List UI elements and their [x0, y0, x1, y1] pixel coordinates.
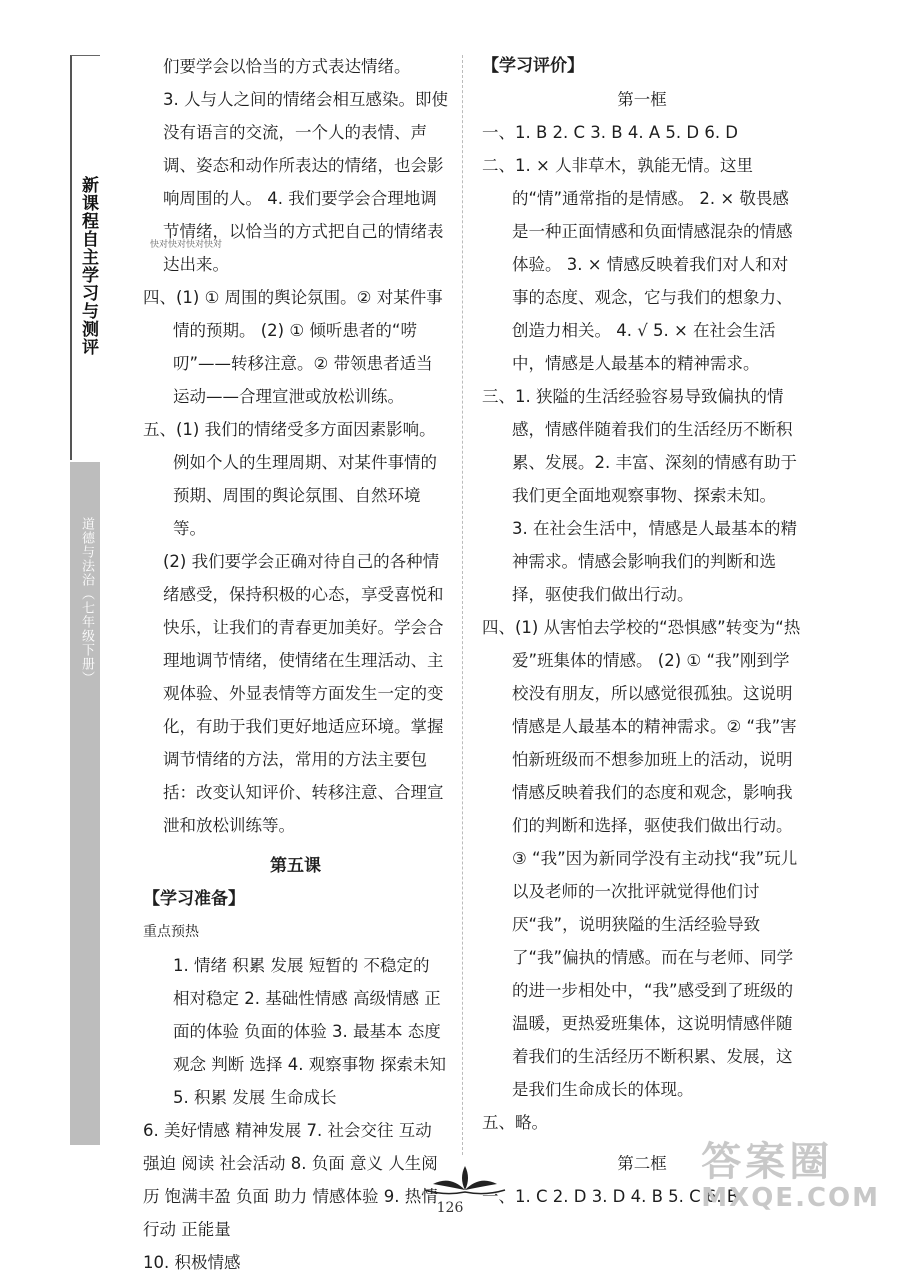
sidebar-subject-panel — [70, 462, 100, 1145]
page-number: 126 — [436, 1200, 464, 1216]
book-series-title: 新课程自主学习与测评 — [78, 176, 98, 356]
warmup-label: 重点预热 — [143, 924, 199, 940]
answer-section-2: 二、1. × 人非草木，孰能无情。这里的“情”通常指的是情感。 2. × 敬畏感是一种正面情感和负面情感混杂的情感体验。 3. × 情感反映着我们对人和对事的态度、观念，它与我们的想象力、创造力相关。 4. √ 5. × 在社会生活中，情感是人最基本的精神需求。 — [482, 156, 793, 373]
watermark-url: MXQE.COM — [701, 1183, 880, 1213]
answer-section-1: 一、1. C 2. D 3. D 4. B 5. C 6. B — [482, 1187, 739, 1206]
floral-ornament-icon — [415, 1160, 515, 1200]
left-column — [143, 50, 448, 1279]
lesson-title: 第五课 — [270, 856, 321, 876]
prep-heading: 【学习准备】 — [143, 889, 245, 909]
prep-answers: 6. 美好情感 精神发展 7. 社会交往 互动 强迫 阅读 社会活动 8. 负面 意义 人生阅历 饱满丰盈 负面 助力 情感体验 9. 热情 行动 正能量 — [143, 1121, 438, 1239]
frame-title: 第一框 — [617, 90, 667, 109]
watermark — [701, 1140, 880, 1212]
answer-text: (2) 我们要学会正确对待自己的各种情绪感受，保持积极的心态，享受喜悦和快乐，让我们的青春更加美好。学会合理地调节情绪，使情绪在生理活动、主观体验、外显表情等方面发生一定的变化，有助于我们更好地适应环境。掌握调节情绪的方法，常用的方法主要包括：改变认知评价、转移注意、合理宣泄和放松训练等。 — [163, 552, 444, 835]
answer-text: 3. 在社会生活中，情感是人最基本的精神需求。情感会影响我们的判断和选择，驱使我们做出行动。 — [512, 519, 797, 604]
book-subject-title: 道德与法治（七年级下册） — [79, 517, 94, 685]
prep-answers: 1. 情绪 积累 发展 短暂的 不稳定的 相对稳定 2. 基础性情感 高级情感 正面的体验 负面的体验 3. 最基本 态度 观念 判断 选择 4. 观察事物 探索未知 5. 积累 发展 生命成长 — [173, 956, 446, 1107]
prep-answers: 10. 积极情感 — [143, 1253, 241, 1272]
sidebar-title-panel — [70, 55, 100, 460]
watermark-logo-text: 答案圈 — [701, 1139, 834, 1185]
column-divider — [462, 55, 463, 1155]
right-column — [482, 50, 802, 1213]
answer-text: 们要学会以恰当的方式表达情绪。 — [163, 57, 411, 76]
eval-heading: 【学习评价】 — [482, 56, 584, 76]
answer-section-1: 一、1. B 2. C 3. B 4. A 5. D 6. D — [482, 123, 739, 142]
answer-section-4: 四、(1) ① 周围的舆论氛围。② 对某件事情的预期。 (2) ① 倾听患者的“唠叨”——转移注意。② 带领患者适当运动——合理宣泄或放松训练。 — [143, 288, 443, 406]
stamp-mark: 快对快对快对快对 — [150, 240, 223, 250]
answer-section-4: 四、(1) 从害怕去学校的“恐惧感”转变为“热爱”班集体的情感。 (2) ① “我”刚到学校没有朋友，所以感觉很孤独。这说明情感是人最基本的精神需求。② “我”害怕新班级而不想参加班上的活动，说明情感反映着我们的态度和观念，影响我们的判断和选择，驱使我们做出行动。③ “我”因为新同学没有主动找“我”玩儿以及老师的一次批评就觉得他们讨厌“我”，说明狭隘的生活经验导致了“我”偏执的情感。而在与老师、同学的进一步相处中，“我”感受到了班级的温暖，更热爱班集体，这说明情感伴随着我们的生活经历不断积累、发展，这是我们生命成长的体现。 — [482, 618, 801, 1099]
answer-section-5: 五、(1) 我们的情绪受多方面因素影响。例如个人的生理周期、对某件事情的预期、周围的舆论氛围、自然环境等。 — [143, 420, 437, 538]
frame-title: 第二框 — [617, 1154, 667, 1173]
answer-section-5: 五、略。 — [482, 1113, 548, 1132]
answer-section-3: 三、1. 狭隘的生活经验容易导致偏执的情感，情感伴随着我们的生活经历不断积累、发展。2. 丰富、深刻的情感有助于我们更全面地观察事物、探索未知。 — [482, 387, 797, 505]
sidebar — [70, 55, 100, 1145]
answer-text: 3. 人与人之间的情绪会相互感染。即使没有语言的交流，一个人的表情、声调、姿态和动作所表达的情绪，也会影响周围的人。 4. 我们要学会合理地调节情绪，以恰当的方式把自己的情绪表达出来。 — [163, 90, 448, 274]
